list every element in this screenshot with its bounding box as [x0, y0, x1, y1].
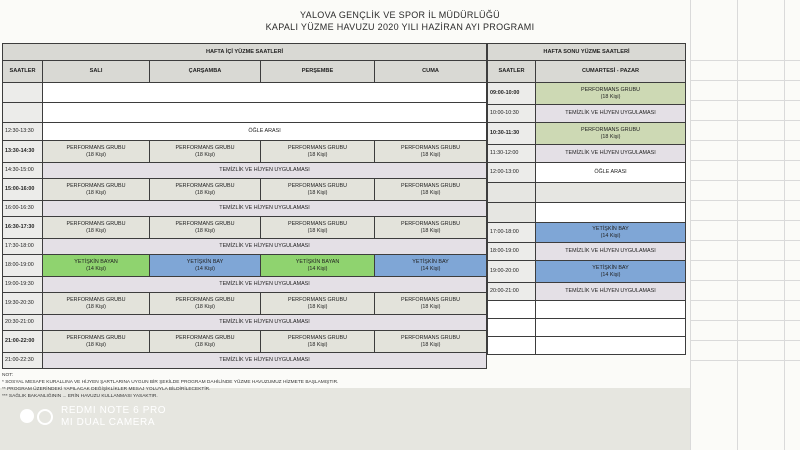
column-header: SAATLER [488, 61, 536, 83]
cleaning-slot: TEMİZLİK VE HİJYEN UYGULAMASI [43, 353, 487, 369]
schedule-slot [150, 179, 261, 201]
schedule-slot [536, 123, 686, 145]
lunch-break: ÖĞLE ARASI [536, 163, 686, 183]
adult-women-slot [43, 255, 150, 277]
slot-label: PERFORMANS GRUBU [401, 144, 461, 151]
slot-capacity: (18 Kişi) [195, 151, 215, 158]
cleaning-slot: TEMİZLİK VE HİJYEN UYGULAMASI [43, 201, 487, 217]
slot-label: PERFORMANS GRUBU [580, 126, 640, 133]
slot-capacity: (18 Kişi) [86, 227, 106, 234]
time-cell: 13:30-14:30 [3, 141, 43, 163]
watermark-camera: MI DUAL CAMERA [61, 417, 156, 428]
slot-label: PERFORMANS GRUBU [175, 220, 235, 227]
slot-label: PERFORMANS GRUBU [580, 86, 640, 93]
schedule-slot [261, 141, 375, 163]
time-cell [3, 103, 43, 123]
adult-men-slot [150, 255, 261, 277]
time-cell: 20:30-21:00 [3, 315, 43, 331]
slot-label: YETİŞKİN BAY [592, 225, 629, 232]
empty-cell [536, 319, 686, 337]
time-cell: 19:00-20:00 [488, 261, 536, 283]
schedule-slot [150, 217, 261, 239]
slot-label: PERFORMANS GRUBU [287, 220, 347, 227]
note-line: *** SAĞLIK BAKANLIĞININ ... ERİN HAVUZU KULLANMASI YASAKTIR. [2, 394, 158, 399]
camera-watermark [20, 405, 166, 429]
slot-label: YETİŞKİN BAY [412, 258, 449, 265]
slot-label: PERFORMANS GRUBU [287, 144, 347, 151]
column-header: SALI [43, 61, 150, 83]
slot-label: YETİŞKİN BAY [592, 264, 629, 271]
gridline [690, 360, 800, 361]
slot-capacity: (18 Kişi) [195, 189, 215, 196]
slot-capacity: (18 Kişi) [307, 303, 328, 310]
gridline [690, 80, 800, 81]
adult-men-slot [375, 255, 487, 277]
gridline [690, 60, 800, 61]
slot-capacity: (18 Kişi) [420, 303, 441, 310]
slot-capacity: (14 Kişi) [600, 271, 621, 278]
slot-label: PERFORMANS GRUBU [175, 296, 235, 303]
time-cell: 19:30-20:30 [3, 293, 43, 315]
gridline [690, 300, 800, 301]
cleaning-slot: TEMİZLİK VE HİJYEN UYGULAMASI [536, 145, 686, 163]
slot-label: PERFORMANS GRUBU [66, 334, 126, 341]
empty-cell [536, 301, 686, 319]
cleaning-slot: TEMİZLİK VE HİJYEN UYGULAMASI [536, 243, 686, 261]
schedule-slot [150, 141, 261, 163]
gridline [690, 320, 800, 321]
time-cell: 19:00-19:30 [3, 277, 43, 293]
time-cell: 17:00-18:00 [488, 223, 536, 243]
document-subtitle: KAPALI YÜZME HAVUZU 2020 YILI HAZİRAN AYI PROGRAMI [265, 22, 535, 32]
schedule-slot [375, 141, 487, 163]
empty-cell [43, 83, 487, 103]
slot-capacity: (18 Kişi) [195, 341, 215, 348]
slot-capacity: (14 Kişi) [195, 265, 215, 272]
slot-label: PERFORMANS GRUBU [66, 296, 126, 303]
gridline [690, 120, 800, 121]
empty-cell [536, 203, 686, 223]
schedule-slot [261, 179, 375, 201]
cleaning-slot: TEMİZLİK VE HİJYEN UYGULAMASI [43, 163, 487, 179]
column-header: CUMA [375, 61, 487, 83]
time-cell: 09:00-10:00 [488, 83, 536, 105]
slot-capacity: (18 Kişi) [195, 227, 215, 234]
slot-capacity: (18 Kişi) [307, 151, 328, 158]
document-title: YALOVA GENÇLİK VE SPOR İL MÜDÜRLÜĞÜ [300, 10, 500, 20]
slot-capacity: (18 Kişi) [420, 151, 441, 158]
slot-capacity: (14 Kişi) [307, 265, 328, 272]
note-line: ** PROGRAM ÜZERİNDEKİ YAPILACAK DEĞİŞİKLİKLER MESAJ YOLUYLA BİLDİRİLECEKTİR. [2, 387, 211, 392]
slot-label: PERFORMANS GRUBU [401, 296, 461, 303]
slot-label: PERFORMANS GRUBU [175, 144, 235, 151]
time-cell: 16:00-16:30 [3, 201, 43, 217]
slot-label: YETİŞKİN BAYAN [74, 258, 118, 265]
cleaning-slot: TEMİZLİK VE HİJYEN UYGULAMASI [536, 283, 686, 301]
slot-label: PERFORMANS GRUBU [66, 220, 126, 227]
time-cell: 16:30-17:30 [3, 217, 43, 239]
schedule-slot [261, 217, 375, 239]
time-cell: 11:30-12:00 [488, 145, 536, 163]
lunch-break: ÖĞLE ARASI [43, 123, 487, 141]
empty-cell [43, 103, 487, 123]
adult-men-slot [536, 223, 686, 243]
schedule-slot [43, 331, 150, 353]
cleaning-slot: TEMİZLİK VE HİJYEN UYGULAMASI [43, 239, 487, 255]
slot-label: PERFORMANS GRUBU [66, 182, 126, 189]
gridline [690, 240, 800, 241]
slot-capacity: (18 Kişi) [307, 189, 328, 196]
gridline [690, 140, 800, 141]
column-header: SAATLER [3, 61, 43, 83]
slot-label: PERFORMANS GRUBU [401, 220, 461, 227]
time-cell: 21:00-22:00 [3, 331, 43, 353]
empty-cell [488, 319, 536, 337]
schedule-slot [261, 293, 375, 315]
slot-capacity: (18 Kişi) [86, 151, 106, 158]
note-line: * SOSYAL MESAFE KURALLINA VE HİJYEN ŞARTLARINA UYGUN BİR ŞEKİLDE PROGRAM DAHİLİNDE YÜZME HAVUZUMUZ HİZMETE BAŞLAMIŞTIR. [2, 380, 339, 385]
schedule-slot [43, 217, 150, 239]
time-cell: 18:00-19:00 [3, 255, 43, 277]
time-cell: 15:00-16:00 [3, 179, 43, 201]
schedule-slot [375, 293, 487, 315]
slot-label: PERFORMANS GRUBU [66, 144, 126, 151]
gridline [690, 340, 800, 341]
time-cell: 14:30-15:00 [3, 163, 43, 179]
slot-capacity: (18 Kişi) [86, 303, 106, 310]
slot-capacity: (14 Kişi) [600, 232, 621, 239]
weekend-schedule-table [487, 43, 686, 355]
slot-capacity: (18 Kişi) [420, 227, 441, 234]
adult-women-slot [261, 255, 375, 277]
schedule-slot [536, 83, 686, 105]
gridline [690, 280, 800, 281]
gridline [690, 0, 691, 450]
empty-cell [536, 183, 686, 203]
time-cell: 10:30-11:30 [488, 123, 536, 145]
time-cell: 10:00-10:30 [488, 105, 536, 123]
slot-label: PERFORMANS GRUBU [401, 334, 461, 341]
slot-capacity: (18 Kişi) [86, 189, 106, 196]
schedule-slot [375, 179, 487, 201]
slot-capacity: (18 Kişi) [307, 341, 328, 348]
notes-section [2, 372, 338, 400]
slot-capacity: (14 Kişi) [420, 265, 441, 272]
weekday-header: HAFTA İÇİ YÜZME SAATLERİ [3, 44, 487, 61]
gridline [690, 200, 800, 201]
slot-capacity: (18 Kişi) [600, 133, 621, 140]
column-header: CUMARTESİ - PAZAR [536, 61, 686, 83]
slot-label: PERFORMANS GRUBU [401, 182, 461, 189]
schedule-slot [43, 179, 150, 201]
cleaning-slot: TEMİZLİK VE HİJYEN UYGULAMASI [43, 315, 487, 331]
time-cell [3, 83, 43, 103]
column-header: ÇARŞAMBA [150, 61, 261, 83]
schedule-slot [43, 141, 150, 163]
gridline [690, 180, 800, 181]
watermark-model: REDMI NOTE 6 PRO [61, 405, 167, 416]
time-cell: 17:30-18:00 [3, 239, 43, 255]
slot-label: PERFORMANS GRUBU [287, 334, 347, 341]
notes-label: NOT: [2, 373, 13, 378]
slot-capacity: (18 Kişi) [420, 341, 441, 348]
gridline [690, 100, 800, 101]
slot-label: PERFORMANS GRUBU [287, 296, 347, 303]
cleaning-slot: TEMİZLİK VE HİJYEN UYGULAMASI [43, 277, 487, 293]
time-cell: 18:00-19:00 [488, 243, 536, 261]
schedule-slot [150, 293, 261, 315]
slot-capacity: (14 Kişi) [86, 265, 106, 272]
adult-men-slot [536, 261, 686, 283]
slot-label: YETİŞKİN BAYAN [295, 258, 340, 265]
time-cell: 20:00-21:00 [488, 283, 536, 301]
gridline [690, 220, 800, 221]
slot-capacity: (18 Kişi) [307, 227, 328, 234]
gridline [784, 0, 785, 450]
schedule-slot [375, 217, 487, 239]
weekend-header: HAFTA SONU YÜZME SAATLERİ [488, 44, 686, 61]
schedule-slot [150, 331, 261, 353]
time-cell: 21:00-22:30 [3, 353, 43, 369]
weekday-schedule-table [2, 43, 487, 369]
slot-capacity: (18 Kişi) [420, 189, 441, 196]
gridline [690, 260, 800, 261]
empty-cell [488, 337, 536, 355]
schedule-slot [43, 293, 150, 315]
gridline [737, 0, 738, 450]
schedule-slot [375, 331, 487, 353]
cleaning-slot: TEMİZLİK VE HİJYEN UYGULAMASI [536, 105, 686, 123]
slot-label: YETİŞKİN BAY [186, 258, 224, 265]
column-header: PERŞEMBE [261, 61, 375, 83]
slot-capacity: (18 Kişi) [195, 303, 215, 310]
slot-capacity: (18 Kişi) [600, 93, 621, 100]
empty-cell [488, 183, 536, 203]
slot-label: PERFORMANS GRUBU [175, 334, 235, 341]
watermark-logo-icon [20, 409, 53, 425]
time-cell: 12:00-13:00 [488, 163, 536, 183]
gridline [690, 160, 800, 161]
schedule-slot [261, 331, 375, 353]
empty-cell [488, 203, 536, 223]
empty-cell [536, 337, 686, 355]
time-cell: 12:30-13:30 [3, 123, 43, 141]
empty-cell [488, 301, 536, 319]
slot-label: PERFORMANS GRUBU [287, 182, 347, 189]
slot-capacity: (18 Kişi) [86, 341, 106, 348]
slot-label: PERFORMANS GRUBU [175, 182, 235, 189]
